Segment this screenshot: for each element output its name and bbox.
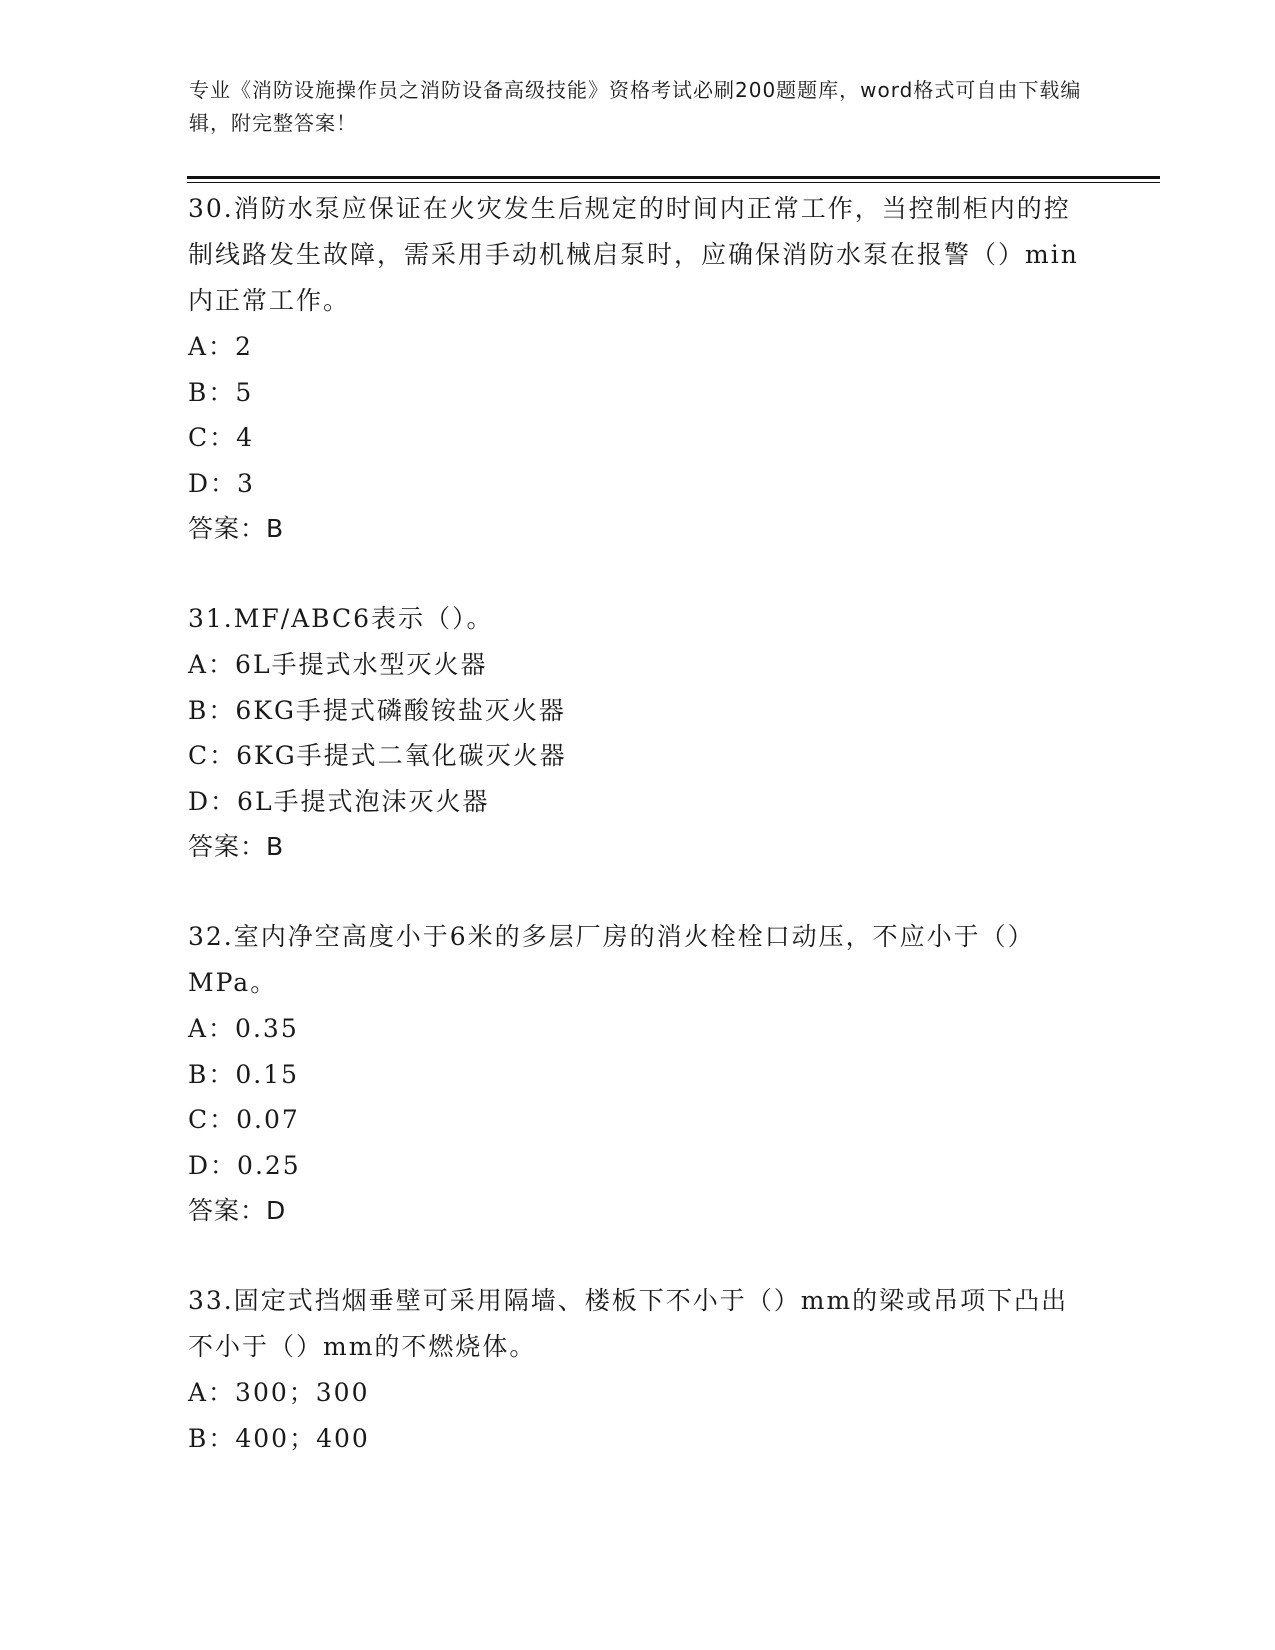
option-a: A：2 bbox=[188, 332, 253, 361]
question-stem: 32.室内净空高度小于6米的多层厂房的消火栓栓口动压，不应小于（）MPa。 bbox=[188, 922, 1035, 997]
question-33 bbox=[188, 1278, 1088, 1461]
option-d: D：6L手提式泡沫灭火器 bbox=[188, 786, 490, 816]
header-divider-thin bbox=[187, 182, 1160, 183]
option-b: B：0.15 bbox=[188, 1059, 300, 1089]
option-c: C：0.07 bbox=[188, 1105, 300, 1134]
option-b: B：6KG手提式磷酸铵盐灭火器 bbox=[188, 695, 566, 725]
option-d: D：0.25 bbox=[188, 1150, 301, 1180]
option-b: B：5 bbox=[188, 377, 254, 407]
question-stem: 31.MF/ABC6表示（）。 bbox=[188, 604, 494, 633]
answer: 答案：D bbox=[188, 1196, 287, 1225]
question-31 bbox=[188, 596, 1088, 870]
option-a: A：6L手提式水型灭火器 bbox=[188, 650, 488, 679]
header-divider-thick bbox=[187, 176, 1160, 179]
question-32 bbox=[188, 914, 1088, 1234]
answer: 答案：B bbox=[188, 514, 285, 543]
question-stem: 30.消防水泵应保证在火灾发生后规定的时间内正常工作，当控制柜内的控制线路发生故障，需采用手动机械启泵时，应确保消防水泵在报警（）min内正常工作。 bbox=[188, 194, 1079, 315]
option-a: A：300；300 bbox=[188, 1378, 370, 1407]
option-c: C：6KG手提式二氧化碳灭火器 bbox=[188, 741, 567, 770]
document-header: 专业《消防设施操作员之消防设备高级技能》资格考试必刷200题题库，word格式可自由下载编辑，附完整答案！ bbox=[189, 78, 1082, 135]
option-d: D：3 bbox=[188, 468, 255, 498]
option-a: A：0.35 bbox=[188, 1014, 299, 1043]
option-b: B：400；400 bbox=[188, 1423, 370, 1453]
answer: 答案：B bbox=[188, 832, 285, 861]
option-c: C：4 bbox=[188, 423, 255, 452]
question-30 bbox=[188, 186, 1088, 552]
question-stem: 33.固定式挡烟垂壁可采用隔墙、楼板下不小于（）mm的梁或吊项下凸出不小于（）mm的不燃烧体。 bbox=[188, 1286, 1069, 1361]
